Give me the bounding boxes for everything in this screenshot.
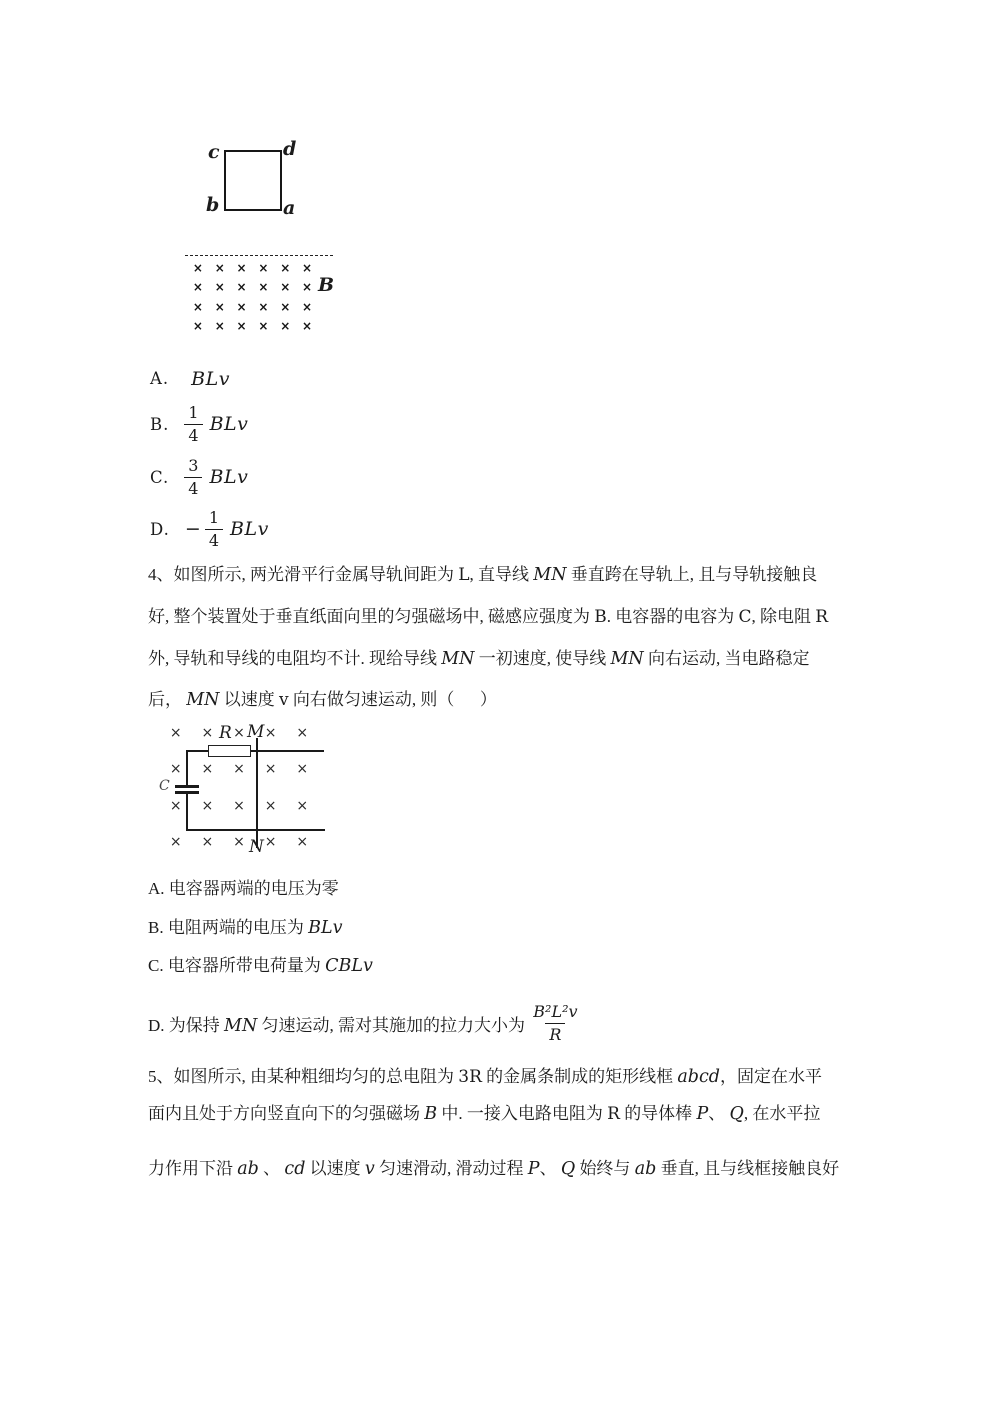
variable-text: B xyxy=(424,1104,438,1124)
field-cross-icon: × xyxy=(214,260,225,275)
field-cross-icon: × xyxy=(264,797,277,814)
variable-text: Q xyxy=(560,1159,576,1179)
field-cross-icon: × xyxy=(296,833,309,850)
field-cross-icon: × xyxy=(236,299,247,314)
text-segment: D. 为保持 xyxy=(148,1015,225,1035)
field-boundary-dashed-line xyxy=(185,255,333,256)
text-segment: ，固定在水平 xyxy=(720,1067,823,1086)
field-cross-icon: × xyxy=(280,299,291,314)
variable-text: P xyxy=(527,1159,540,1179)
text-segment: 始终与 xyxy=(575,1159,635,1178)
question-4-line-2 xyxy=(148,604,828,630)
text-segment: 后， xyxy=(148,690,187,709)
option-d-formula: BLv xyxy=(230,518,269,540)
option-c-label: C. xyxy=(150,467,170,487)
text-segment: B. 电阻两端的电压为 xyxy=(148,918,309,937)
field-cross-icon: × xyxy=(192,299,203,314)
variable-text: 3R xyxy=(458,1067,482,1087)
field-cross-icon: × xyxy=(296,725,309,742)
field-cross-icon: × xyxy=(233,833,245,850)
field-cross-icon: × xyxy=(258,299,269,314)
q4-option-d-text xyxy=(148,1011,529,1036)
field-cross-icon: × xyxy=(192,280,203,295)
text-segment: , 除电阻 xyxy=(751,607,816,626)
text-segment: 匀速运动, 需对其施加的拉力大小为 xyxy=(257,1015,530,1035)
text-segment: 匀速滑动, 滑动过程 xyxy=(374,1159,528,1178)
question-4-line-4 xyxy=(148,687,497,713)
capacitor-plate-bottom xyxy=(175,791,199,794)
field-cross-icon: × xyxy=(233,761,245,778)
variable-text: MN xyxy=(224,1015,258,1036)
question-5-line-1 xyxy=(148,1064,822,1090)
option-c xyxy=(150,452,248,502)
variable-text: P xyxy=(696,1104,709,1124)
text-segment: 的金属条制成的矩形线框 xyxy=(481,1067,678,1086)
variable-text: MN xyxy=(610,649,644,669)
capacitor-plate-top xyxy=(175,785,199,788)
field-cross-icon: × xyxy=(236,260,247,275)
variable-text: MN xyxy=(533,565,567,585)
corner-label-a: a xyxy=(283,197,296,219)
text-segment: 以速度 xyxy=(305,1159,365,1178)
q4-option-d-fraction xyxy=(529,1001,581,1044)
option-d-label: D. xyxy=(150,519,170,539)
q4-option-c xyxy=(148,953,373,979)
text-segment: . 电容器的电容为 xyxy=(606,607,739,626)
text-segment: 垂直, 且与线框接触良好 xyxy=(656,1159,840,1178)
resistor-box xyxy=(208,745,251,757)
text-segment: 的导体棒 xyxy=(619,1104,697,1123)
option-c-fraction xyxy=(184,455,202,498)
field-b-label: B xyxy=(318,274,335,296)
field-cross-icon: × xyxy=(214,280,225,295)
corner-label-b: b xyxy=(206,194,220,216)
option-d xyxy=(150,504,269,554)
field-cross-icon: × xyxy=(214,299,225,314)
variable-text: C xyxy=(738,607,752,627)
resistor-r-label: R xyxy=(219,723,232,743)
left-wire-upper xyxy=(186,750,188,786)
q4-option-d xyxy=(148,996,582,1050)
option-c-formula: BLv xyxy=(209,466,249,488)
variable-text: abcd xyxy=(677,1067,721,1087)
field-cross-icon: × xyxy=(302,299,313,314)
field-cross-icon: × xyxy=(264,833,277,850)
text-segment: 面内且处于方向竖直向下的匀强磁场 xyxy=(148,1104,425,1123)
text-segment: 以速度 xyxy=(219,690,279,709)
field-cross-icon: × xyxy=(258,260,269,275)
fraction-numerator: B²L²v xyxy=(533,1001,578,1021)
variable-text: R xyxy=(607,1104,620,1124)
minus-sign: − xyxy=(184,518,201,540)
field-cross-grid-top xyxy=(187,258,318,336)
variable-text: v xyxy=(278,690,289,710)
text-segment: 好, 整个装置处于垂直纸面向里的匀强磁场中, 磁感应强度为 xyxy=(148,607,595,626)
variable-text: ab xyxy=(237,1159,259,1179)
text-segment: 向右做匀速运动, 则（ ） xyxy=(288,690,497,709)
rail-top xyxy=(186,750,324,752)
corner-label-d: d xyxy=(283,138,297,160)
question-4-line-1 xyxy=(148,562,817,588)
question-4-line-3 xyxy=(148,646,809,672)
q4-option-b xyxy=(148,915,342,941)
text-segment: 5、如图所示, 由某种粗细均匀的总电阻为 xyxy=(148,1067,459,1086)
variable-text: ab xyxy=(634,1159,657,1179)
field-cross-icon: × xyxy=(233,725,245,742)
fraction-denominator: 4 xyxy=(184,477,202,497)
field-cross-icon: × xyxy=(258,319,269,334)
text-segment: , 直导线 xyxy=(469,565,534,584)
text-segment: A. 电容器两端的电压为零 xyxy=(148,879,339,898)
q4-option-a xyxy=(148,876,339,902)
text-segment: 一初速度, 使导线 xyxy=(474,649,611,668)
field-cross-icon: × xyxy=(201,797,214,814)
option-a-formula: BLv xyxy=(191,367,230,390)
field-cross-icon: × xyxy=(236,319,247,334)
coil-square-figure xyxy=(224,150,282,211)
field-cross-icon: × xyxy=(214,319,225,334)
field-cross-icon: × xyxy=(169,725,182,742)
field-cross-icon: × xyxy=(302,319,313,334)
text-segment: 中. 一接入电路电阻为 xyxy=(437,1104,608,1123)
field-cross-icon: × xyxy=(280,260,291,275)
variable-text: R xyxy=(815,607,829,627)
variable-text: v xyxy=(364,1159,375,1179)
variable-text: MN xyxy=(186,690,220,710)
field-cross-icon: × xyxy=(258,280,269,295)
field-cross-icon: × xyxy=(296,797,309,814)
text-segment: 向右运动, 当电路稳定 xyxy=(643,649,810,668)
question-5-line-3 xyxy=(148,1156,839,1182)
text-segment: 、 xyxy=(708,1104,730,1123)
field-cross-icon: × xyxy=(280,319,291,334)
fraction-denominator: R xyxy=(545,1023,565,1043)
left-wire-lower xyxy=(186,793,188,831)
question-5-line-2 xyxy=(148,1101,820,1127)
corner-label-c: c xyxy=(208,141,220,163)
fraction-numerator: 1 xyxy=(188,402,199,422)
text-segment: 力作用下沿 xyxy=(148,1159,238,1178)
fraction-denominator: 4 xyxy=(184,424,202,444)
text-segment: 、 xyxy=(258,1159,285,1178)
field-cross-icon: × xyxy=(201,761,214,778)
field-cross-icon: × xyxy=(302,280,313,295)
fraction-numerator: 1 xyxy=(208,507,219,527)
text-segment: 4、如图所示, 两光滑平行金属导轨间距为 xyxy=(148,565,459,584)
field-cross-icon: × xyxy=(169,833,182,850)
field-cross-icon: × xyxy=(296,761,309,778)
field-cross-icon: × xyxy=(169,761,182,778)
option-b-formula: BLv xyxy=(209,413,249,435)
variable-text: L xyxy=(458,565,470,585)
field-cross-icon: × xyxy=(236,280,247,295)
variable-text: Q xyxy=(729,1104,744,1124)
text-segment: 垂直跨在导轨上, 且与导轨接触良 xyxy=(566,565,818,584)
field-cross-icon: × xyxy=(169,797,182,814)
text-segment: C. 电容器所带电荷量为 xyxy=(148,956,326,975)
text-segment: , 在水平拉 xyxy=(743,1104,821,1123)
option-a-label: A. xyxy=(150,369,170,388)
variable-text: MN xyxy=(441,649,475,669)
field-cross-icon: × xyxy=(302,260,313,275)
field-cross-icon: × xyxy=(192,319,203,334)
option-b xyxy=(150,399,248,449)
option-b-label: B. xyxy=(150,414,170,434)
field-cross-icon: × xyxy=(264,761,277,778)
field-cross-icon: × xyxy=(233,797,245,814)
text-segment: 外, 导轨和导线的电阻均不计. 现给导线 xyxy=(148,649,442,668)
text-segment: 、 xyxy=(539,1159,561,1178)
field-cross-icon: × xyxy=(280,280,291,295)
capacitor-c-label: C xyxy=(159,778,170,794)
conductor-mn-wire xyxy=(256,738,258,848)
variable-text: BLv xyxy=(308,918,343,938)
field-cross-icon: × xyxy=(201,833,214,850)
field-cross-icon: × xyxy=(192,260,203,275)
variable-text: CBLv xyxy=(325,956,373,976)
n-label: N xyxy=(249,837,264,857)
variable-text: cd xyxy=(284,1159,306,1179)
m-label: M xyxy=(247,722,265,742)
fraction-denominator: 4 xyxy=(205,529,223,549)
fraction-numerator: 3 xyxy=(188,455,199,475)
option-b-fraction xyxy=(184,402,202,445)
option-d-fraction xyxy=(205,507,223,550)
field-cross-icon: × xyxy=(201,725,214,742)
field-cross-icon: × xyxy=(264,725,277,742)
option-a xyxy=(150,366,230,391)
variable-text: B xyxy=(594,607,607,627)
